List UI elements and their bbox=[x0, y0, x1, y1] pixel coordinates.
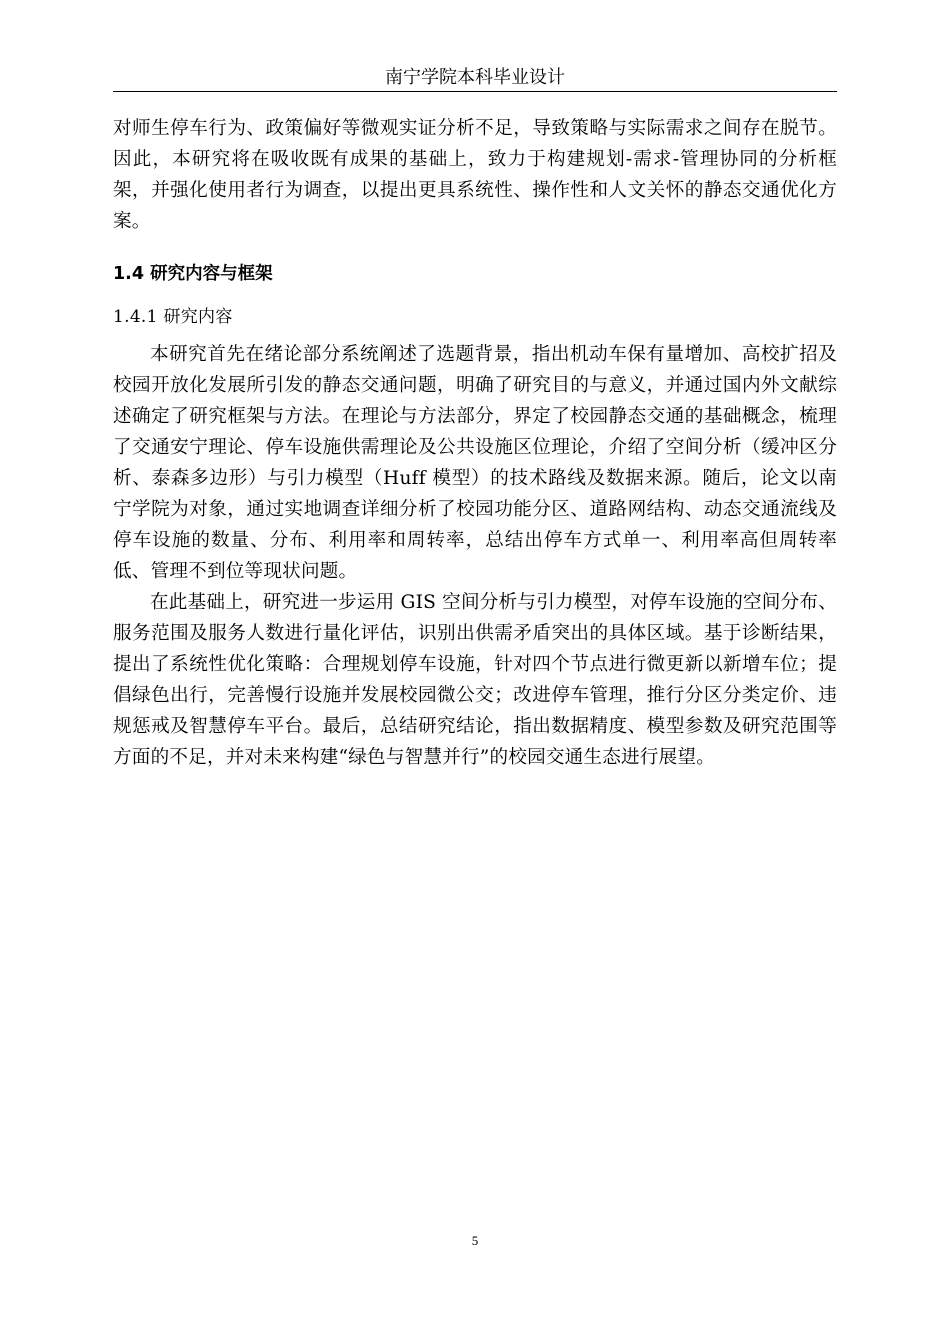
body-paragraph-2: 在此基础上，研究进一步运用 GIS 空间分析与引力模型，对停车设施的空间分布、服务范围及服务人数进行量化评估，识别出供需矛盾突出的具体区域。基于诊断结果，提出了系统性优化策略：合理规划停车设施，针对四个节点进行微更新以新增车位；提倡绿色出行，完善慢行设施并发展校园微公交；改进停车管理，推行分区分类定价、违规惩戒及智慧停车平台。最后，总结研究结论，指出数据精度、模型参数及研究范围等方面的不足，并对未来构建“绿色与智慧并行”的校园交通生态进行展望。 bbox=[113, 592, 837, 768]
header-divider bbox=[113, 91, 837, 92]
page-body bbox=[113, 113, 837, 773]
section-heading: 1.4 研究内容与框架 bbox=[113, 264, 273, 284]
page-header-title: 南宁学院本科毕业设计 bbox=[385, 67, 565, 88]
continued-paragraph: 对师生停车行为、政策偏好等微观实证分析不足，导致策略与实际需求之间存在脱节。因此，本研究将在吸收既有成果的基础上，致力于构建规划-需求-管理协同的分析框架，并强化使用者行为调查，以提出更具系统性、操作性和人文关怀的静态交通优化方案。 bbox=[113, 118, 837, 232]
page-number: 5 bbox=[471, 1233, 479, 1248]
body-paragraph-1: 本研究首先在绪论部分系统阐述了选题背景，指出机动车保有量增加、高校扩招及校园开放化发展所引发的静态交通问题，明确了研究目的与意义，并通过国内外文献综述确定了研究框架与方法。在理论与方法部分，界定了校园静态交通的基础概念，梳理了交通安宁理论、停车设施供需理论及公共设施区位理论，介绍了空间分析（缓冲区分析、泰森多边形）与引力模型（Huff 模型）的技术路线及数据来源。随后，论文以南宁学院为对象，通过实地调查详细分析了校园功能分区、道路网结构、动态交通流线及停车设施的数量、分布、利用率和周转率，总结出停车方式单一、利用率高但周转率低、管理不到位等现状问题。 bbox=[113, 344, 837, 582]
subsection-heading: 1.4.1 研究内容 bbox=[113, 307, 233, 327]
